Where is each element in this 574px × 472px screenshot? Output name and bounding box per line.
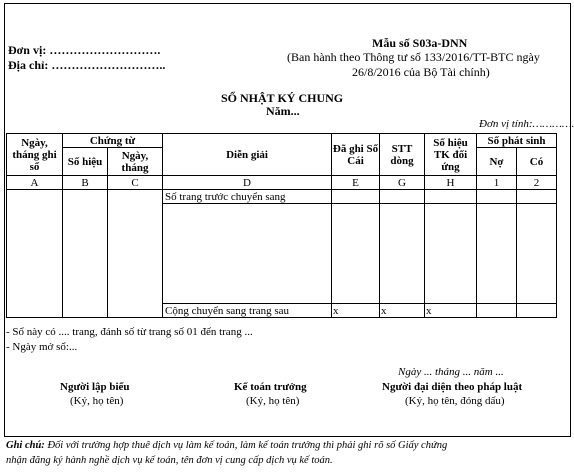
unit-label: Đơn vị: ………………………. bbox=[8, 43, 161, 57]
issued-note-line2: 26/8/2016 của Bộ Tài chính) bbox=[352, 65, 490, 79]
letter-cell: H bbox=[425, 176, 477, 190]
table-cell bbox=[477, 190, 517, 204]
year-label: Năm... bbox=[266, 104, 300, 118]
col-account-header: Số hiệu TK đối ứng bbox=[425, 134, 477, 176]
col-voucher-date-header: Ngày, tháng bbox=[108, 148, 163, 176]
journal-table bbox=[6, 133, 557, 318]
letter-cell: C bbox=[108, 176, 163, 190]
preparer-title: Người lập biểu bbox=[60, 381, 130, 393]
preparer-sub: (Ký, họ tên) bbox=[70, 395, 124, 407]
currency-unit: Đơn vị tính:…………. bbox=[479, 118, 574, 130]
x-mark: x bbox=[380, 304, 425, 318]
col-voucher-header: Chứng từ bbox=[63, 134, 163, 148]
signature-date: Ngày ... tháng ... năm ... bbox=[398, 366, 504, 378]
table-cell bbox=[517, 204, 557, 304]
letter-cell: 1 bbox=[477, 176, 517, 190]
letter-cell: A bbox=[7, 176, 63, 190]
table-cell bbox=[477, 304, 517, 318]
form-code: Mẫu số S03a-DNN bbox=[372, 36, 468, 50]
letter-cell: E bbox=[332, 176, 380, 190]
page-title: SỔ NHẬT KÝ CHUNG bbox=[221, 91, 344, 105]
accountant-title: Kế toán trưởng bbox=[234, 381, 307, 393]
issued-note-line1: (Ban hành theo Thông tư số 133/2016/TT-BTC ngày bbox=[287, 50, 540, 64]
col-date-header: Ngày, tháng ghi sổ bbox=[7, 134, 63, 176]
accountant-sub: (Ký, họ tên) bbox=[246, 395, 300, 407]
footnote-line1 bbox=[6, 440, 447, 451]
letter-cell: B bbox=[63, 176, 108, 190]
letter-cell: 2 bbox=[517, 176, 557, 190]
col-description-header: Diễn giải bbox=[163, 134, 332, 176]
row-brought-forward: Số trang trước chuyển sang bbox=[163, 190, 332, 204]
row-carried-forward: Cộng chuyển sang trang sau bbox=[163, 304, 332, 318]
table-cell bbox=[425, 204, 477, 304]
letter-cell: G bbox=[380, 176, 425, 190]
table-cell bbox=[477, 204, 517, 304]
table-cell bbox=[63, 190, 108, 318]
x-mark: x bbox=[425, 304, 477, 318]
table-cell bbox=[332, 204, 380, 304]
footnote-label: Ghi chú: bbox=[6, 440, 45, 451]
x-mark: x bbox=[332, 304, 380, 318]
col-credit-header: Có bbox=[517, 148, 557, 176]
open-date-note: - Ngày mở sổ:... bbox=[6, 341, 78, 353]
footnote-line2: nhận đăng ký hành nghề dịch vụ kế toán, tên đơn vị cung cấp dịch vụ kế toán. bbox=[6, 455, 333, 466]
legal-rep-title: Người đại diện theo pháp luật bbox=[382, 381, 523, 393]
col-amount-header: Số phát sinh bbox=[477, 134, 557, 148]
table-cell bbox=[425, 190, 477, 204]
footnote-text-1: Đối với trường hợp thuê dịch vụ làm kế toán, làm kế toán trưởng thì phải ghi rõ số Giấy chứng bbox=[44, 440, 448, 451]
col-voucher-no-header: Số hiệu bbox=[63, 148, 108, 176]
letter-cell: D bbox=[163, 176, 332, 190]
address-label: Địa chỉ: ……………………….. bbox=[8, 58, 166, 72]
col-line-no-header: STT dòng bbox=[380, 134, 425, 176]
table-cell bbox=[163, 204, 332, 304]
table-cell bbox=[517, 190, 557, 204]
pages-note: - Sổ này có .... trang, đánh số từ trang số 01 đến trang ... bbox=[6, 326, 253, 338]
table-cell bbox=[380, 190, 425, 204]
legal-rep-sub: (Ký, họ tên, đóng dấu) bbox=[405, 395, 505, 407]
table-cell bbox=[380, 204, 425, 304]
table-cell bbox=[108, 190, 163, 318]
table-cell bbox=[517, 304, 557, 318]
col-posted-header: Đã ghi Sổ Cái bbox=[332, 134, 380, 176]
table-cell bbox=[332, 190, 380, 204]
col-debit-header: Nợ bbox=[477, 148, 517, 176]
table-cell bbox=[7, 190, 63, 318]
